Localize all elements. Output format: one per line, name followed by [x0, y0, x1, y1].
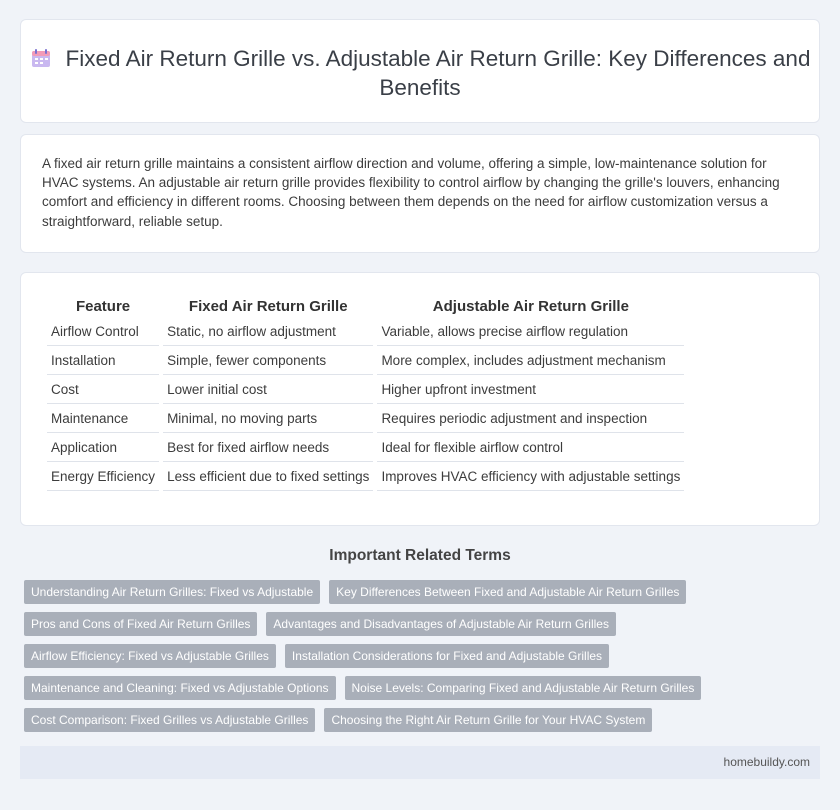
related-terms-heading: Important Related Terms: [329, 547, 511, 564]
table-cell: Maintenance: [47, 404, 159, 433]
related-term-tag[interactable]: Understanding Air Return Grilles: Fixed vs Adjustable: [24, 580, 320, 604]
intro-card: [20, 134, 820, 253]
table-cell: Airflow Control: [47, 317, 159, 346]
intro-paragraph: A fixed air return grille maintains a consistent airflow direction and volume, offering a simple, low-maintenance solution for HVAC systems. An adjustable air return grille provides flexibility to control airflow by changing the grille's louvers, enhancing comfort and efficiency in different rooms. Choosing between them depends on the need for airflow customization versus a straightforward, reliable setup.: [42, 156, 780, 229]
table-header-row: [47, 295, 684, 317]
footer-site-name: homebuildy.com: [723, 755, 810, 769]
column-header-fixed: Fixed Air Return Grille: [188, 298, 348, 315]
table-cell: Cost: [47, 375, 159, 404]
comparison-card: [20, 272, 820, 526]
table-cell: Simple, fewer components: [163, 346, 373, 375]
related-term-tag[interactable]: Pros and Cons of Fixed Air Return Grilles: [24, 612, 257, 636]
column-header-adjustable: Adjustable Air Return Grille: [432, 298, 629, 315]
title-card: [20, 19, 820, 123]
table-row: [47, 433, 684, 462]
page-title-wrap: [21, 44, 819, 102]
table-row: [47, 375, 684, 404]
related-term-tag[interactable]: Airflow Efficiency: Fixed vs Adjustable Grilles: [24, 644, 276, 668]
table-cell: More complex, includes adjustment mechanism: [377, 346, 684, 375]
table-row: [47, 404, 684, 433]
related-term-tag[interactable]: Installation Considerations for Fixed and Adjustable Grilles: [285, 644, 609, 668]
table-cell: Higher upfront investment: [377, 375, 684, 404]
related-term-tag[interactable]: Maintenance and Cleaning: Fixed vs Adjustable Options: [24, 676, 336, 700]
related-term-tag[interactable]: Cost Comparison: Fixed Grilles vs Adjustable Grilles: [24, 708, 315, 732]
calendar-icon: [30, 47, 52, 69]
related-terms-list: [24, 580, 820, 732]
table-row: [47, 346, 684, 375]
table-cell: Static, no airflow adjustment: [163, 317, 373, 346]
related-term-tag[interactable]: Choosing the Right Air Return Grille for Your HVAC System: [324, 708, 652, 732]
page-title: Fixed Air Return Grille vs. Adjustable Air Return Grille: Key Differences and Benefits: [65, 46, 811, 100]
table-row: [47, 462, 684, 491]
table-row: [47, 317, 684, 346]
comparison-table: [43, 295, 688, 491]
table-cell: Requires periodic adjustment and inspection: [377, 404, 684, 433]
table-cell: Lower initial cost: [163, 375, 373, 404]
table-cell: Variable, allows precise airflow regulation: [377, 317, 684, 346]
table-cell: Less efficient due to fixed settings: [163, 462, 373, 491]
column-header-feature: Feature: [75, 298, 131, 315]
table-cell: Best for fixed airflow needs: [163, 433, 373, 462]
table-cell: Application: [47, 433, 159, 462]
table-cell: Ideal for flexible airflow control: [377, 433, 684, 462]
related-term-tag[interactable]: Advantages and Disadvantages of Adjustable Air Return Grilles: [266, 612, 616, 636]
related-term-tag[interactable]: Noise Levels: Comparing Fixed and Adjustable Air Return Grilles: [345, 676, 702, 700]
table-cell: Energy Efficiency: [47, 462, 159, 491]
table-cell: Improves HVAC efficiency with adjustable settings: [377, 462, 684, 491]
table-cell: Minimal, no moving parts: [163, 404, 373, 433]
footer: [20, 746, 820, 779]
related-term-tag[interactable]: Key Differences Between Fixed and Adjustable Air Return Grilles: [329, 580, 686, 604]
table-cell: Installation: [47, 346, 159, 375]
